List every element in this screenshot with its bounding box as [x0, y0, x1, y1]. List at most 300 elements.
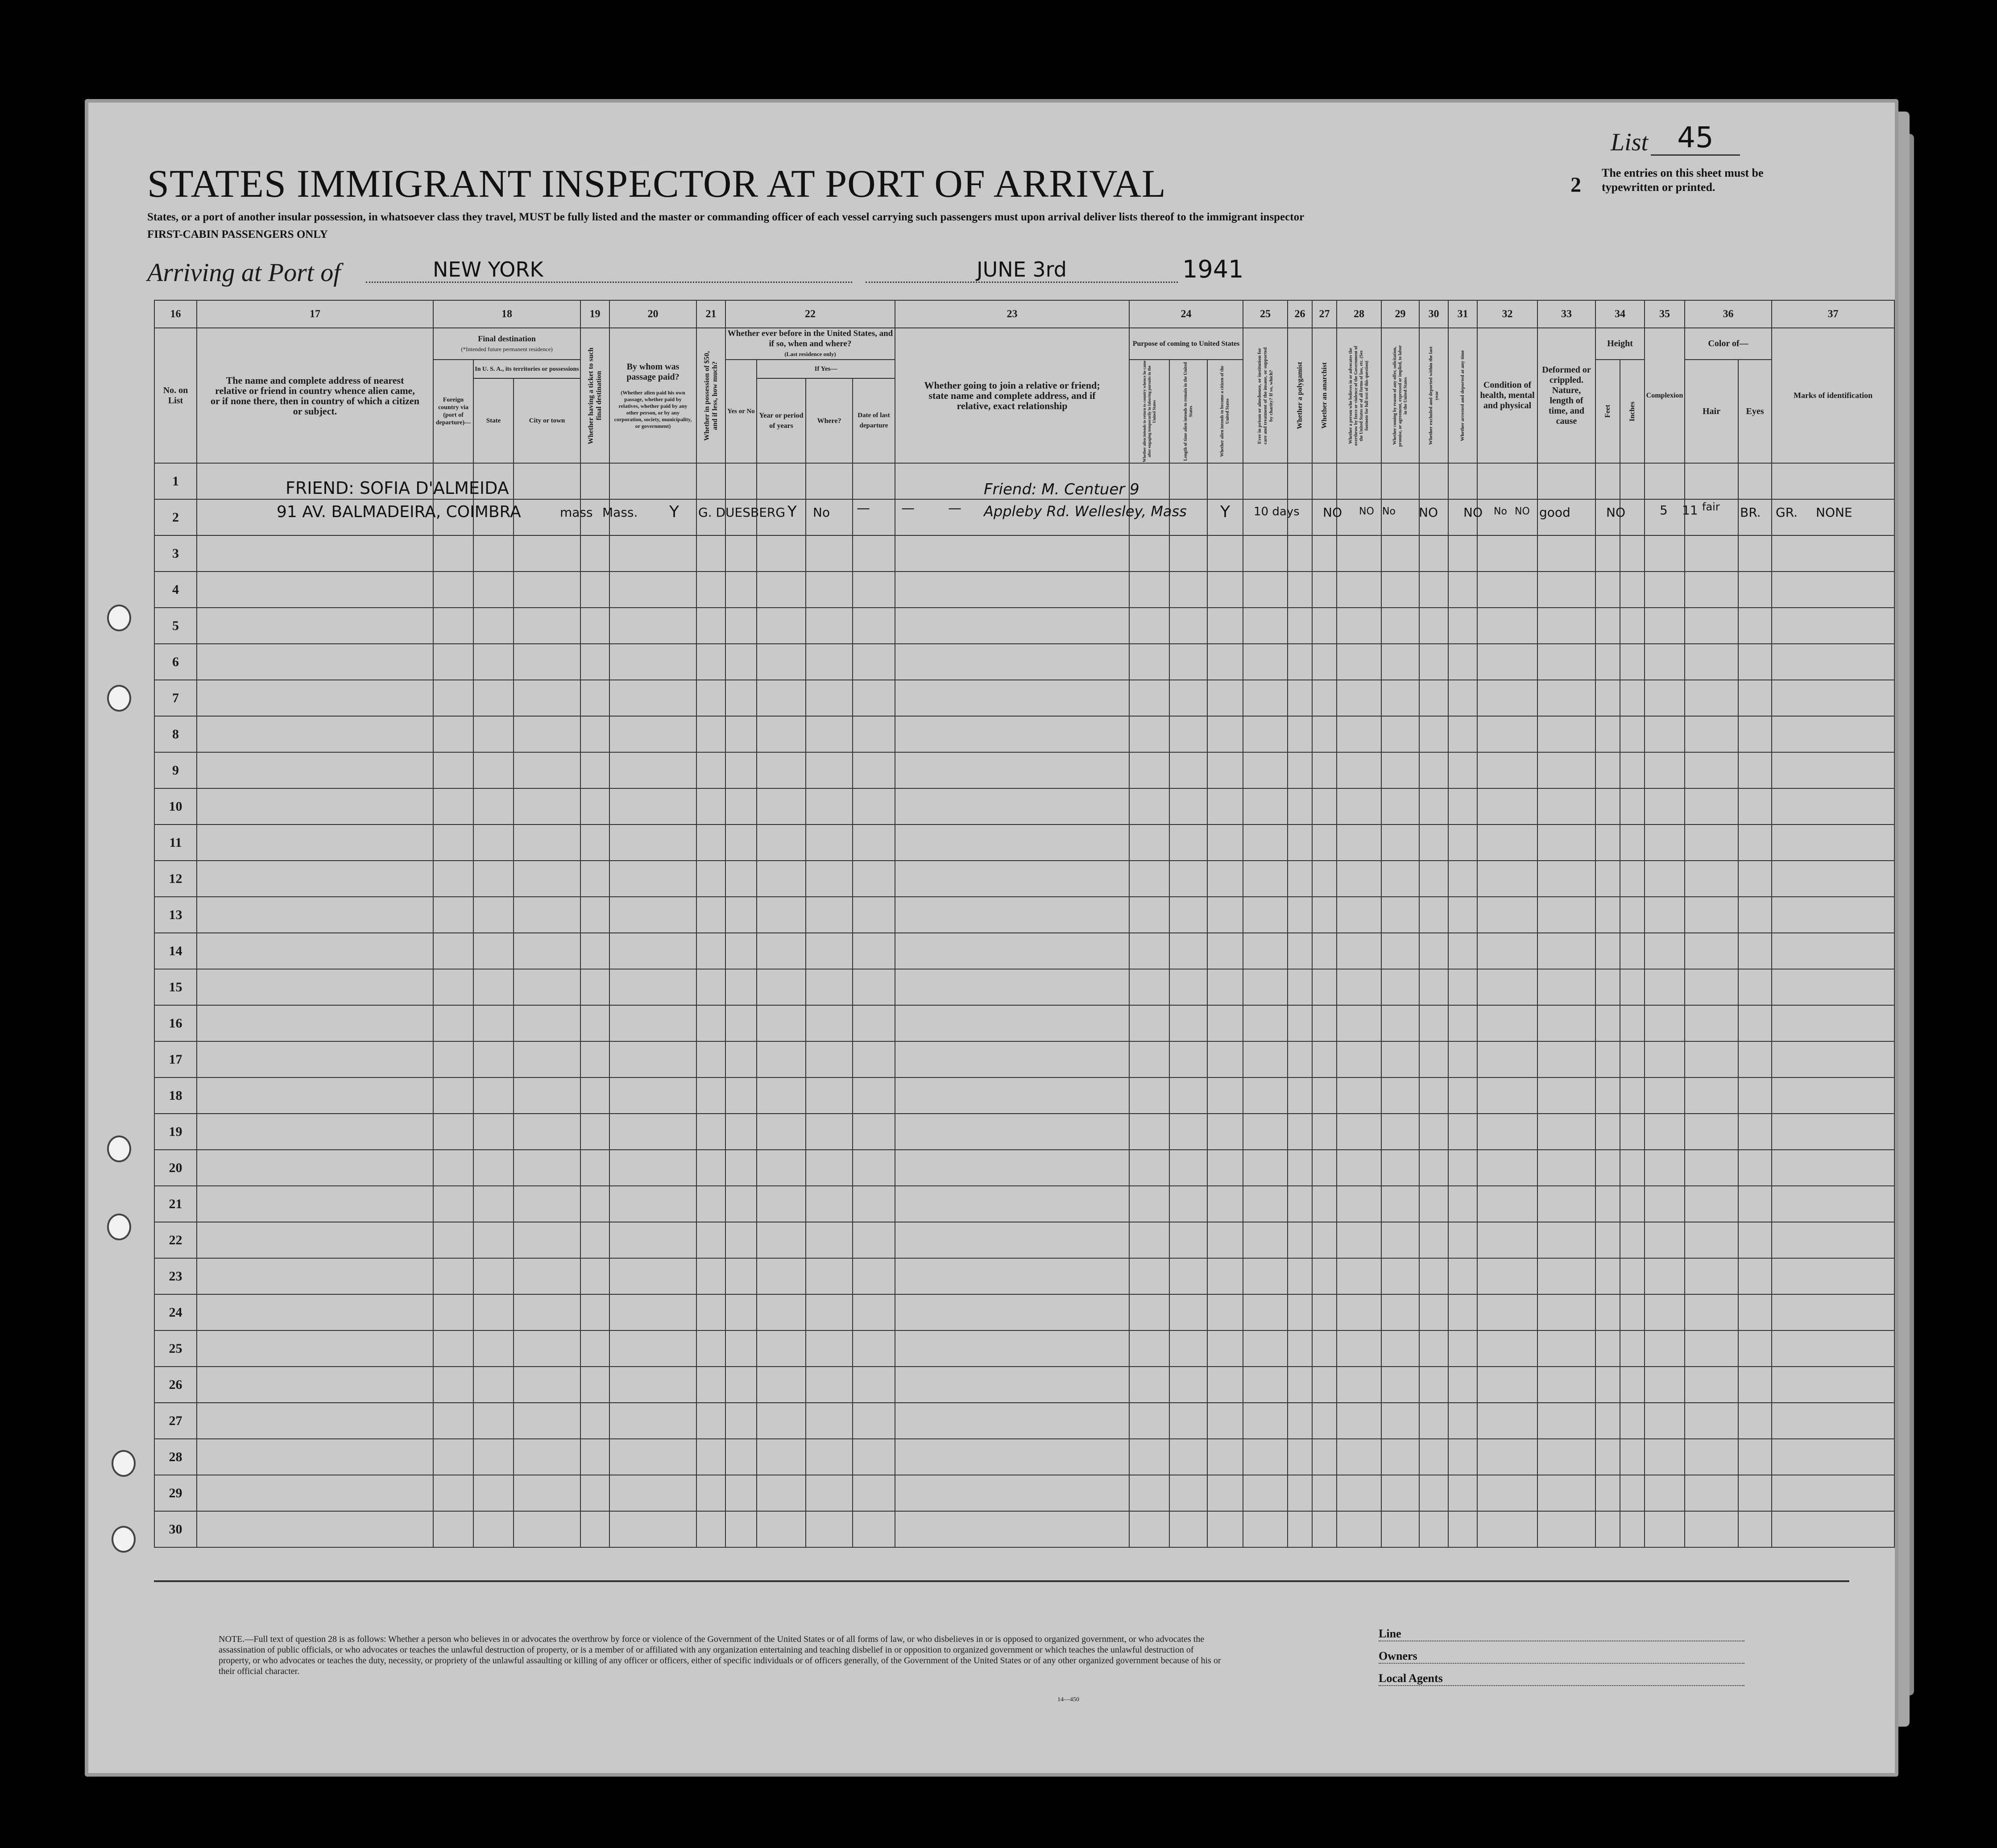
col-32-number: 32	[1477, 300, 1537, 328]
row-cell	[895, 933, 1129, 969]
row-cell	[197, 1150, 433, 1186]
row-cell	[696, 572, 725, 608]
row-cell	[1685, 572, 1738, 608]
row-number: 1	[154, 463, 197, 499]
row-cell	[1772, 716, 1894, 752]
row-cell	[1645, 969, 1685, 1005]
row-cell	[1243, 897, 1288, 933]
row-number: 7	[154, 680, 197, 716]
row-cell	[757, 933, 806, 969]
row-number: 26	[154, 1367, 197, 1403]
row-cell	[895, 572, 1129, 608]
row-cell	[609, 1041, 696, 1077]
sheet-number: 2	[1570, 173, 1581, 197]
entry-paid-by: G. DUESBERG	[698, 505, 786, 520]
table-row	[154, 1005, 1894, 1041]
row-cell	[1419, 1077, 1448, 1114]
row-number: 8	[154, 716, 197, 752]
row-cell	[1620, 644, 1645, 680]
table-row	[154, 1041, 1894, 1077]
row-cell	[1337, 1222, 1381, 1258]
row-cell	[514, 535, 580, 572]
row-cell	[895, 1403, 1129, 1439]
row-cell	[1129, 644, 1169, 680]
row-number: 13	[154, 897, 197, 933]
row-cell	[1595, 463, 1620, 499]
row-cell	[197, 716, 433, 752]
row-cell	[473, 1511, 514, 1547]
row-cell	[1772, 1367, 1894, 1403]
row-cell	[609, 1294, 696, 1330]
row-cell	[1645, 1258, 1685, 1294]
col-34-inches-header	[1620, 360, 1645, 463]
row-cell	[197, 1475, 433, 1511]
row-cell	[1595, 1114, 1620, 1150]
row-cell	[895, 680, 1129, 716]
col-28-number: 28	[1337, 300, 1381, 328]
col-17-header: The name and complete address of nearest relative or friend in country whence alien came, or if none there, then in country of which a citizen or subject.	[197, 328, 433, 463]
row-cell	[1685, 1439, 1738, 1475]
row-cell	[609, 608, 696, 644]
row-cell	[696, 1511, 725, 1547]
row-cell	[1337, 716, 1381, 752]
row-cell	[696, 1114, 725, 1150]
row-cell	[433, 644, 473, 680]
row-cell	[1448, 644, 1477, 680]
row-cell	[1381, 1114, 1419, 1150]
row-cell	[725, 1475, 757, 1511]
row-cell	[895, 861, 1129, 897]
row-number: 29	[154, 1475, 197, 1511]
row-cell	[1772, 752, 1894, 788]
row-cell	[1448, 572, 1477, 608]
row-cell	[514, 1367, 580, 1403]
row-cell	[1288, 1403, 1312, 1439]
row-cell	[580, 572, 609, 608]
row-cell	[433, 1330, 473, 1367]
row-cell	[1288, 680, 1312, 716]
row-cell	[1685, 716, 1738, 752]
row-cell	[580, 1222, 609, 1258]
row-cell	[1772, 535, 1894, 572]
row-cell	[1448, 1150, 1477, 1186]
row-cell	[1288, 861, 1312, 897]
row-cell	[1620, 1511, 1645, 1547]
row-cell	[1645, 897, 1685, 933]
row-cell	[1381, 1077, 1419, 1114]
col-30-number: 30	[1419, 300, 1448, 328]
row-cell	[1207, 861, 1243, 897]
row-cell	[757, 535, 806, 572]
row-cell	[1312, 608, 1337, 644]
row-cell	[514, 463, 580, 499]
row-cell	[197, 1222, 433, 1258]
row-cell	[696, 1041, 725, 1077]
row-cell	[1419, 861, 1448, 897]
row-cell	[725, 463, 757, 499]
row-cell	[1381, 1258, 1419, 1294]
col-18-usa: In U. S. A., its territories or possessions	[473, 360, 580, 378]
row-cell	[1477, 1511, 1537, 1547]
row-cell	[1448, 1258, 1477, 1294]
row-cell	[1207, 535, 1243, 572]
row-cell	[1477, 1222, 1537, 1258]
row-cell	[1620, 897, 1645, 933]
row-cell	[1685, 1403, 1738, 1439]
row-cell	[1772, 1439, 1894, 1475]
row-cell	[757, 1114, 806, 1150]
row-cell	[1645, 608, 1685, 644]
row-cell	[1381, 969, 1419, 1005]
row-cell	[1419, 535, 1448, 572]
row-cell	[1129, 1439, 1169, 1475]
row-cell	[853, 608, 895, 644]
row-cell	[1129, 1258, 1169, 1294]
row-cell	[1419, 1403, 1448, 1439]
row-cell	[1337, 1511, 1381, 1547]
row-cell	[197, 608, 433, 644]
row-cell	[580, 1439, 609, 1475]
row-number: 4	[154, 572, 197, 608]
row-cell	[609, 644, 696, 680]
row-cell	[1477, 535, 1537, 572]
row-cell	[1288, 1114, 1312, 1150]
col-29-header	[1381, 328, 1419, 463]
row-cell	[1288, 969, 1312, 1005]
row-cell	[853, 897, 895, 933]
row-cell	[895, 1005, 1129, 1041]
row-cell	[1620, 1222, 1645, 1258]
col-16-number: 16	[154, 300, 197, 328]
row-cell	[757, 680, 806, 716]
row-cell	[473, 1475, 514, 1511]
col-17-number: 17	[197, 300, 433, 328]
row-cell	[1685, 535, 1738, 572]
row-cell	[609, 1439, 696, 1475]
row-cell	[1169, 788, 1207, 825]
row-cell	[514, 1077, 580, 1114]
row-cell	[609, 788, 696, 825]
row-number: 12	[154, 861, 197, 897]
row-cell	[725, 535, 757, 572]
manifest-sheet	[85, 99, 1898, 1777]
row-cell	[580, 1077, 609, 1114]
row-cell	[1207, 1258, 1243, 1294]
row-cell	[1595, 644, 1620, 680]
col-26-label: Whether a polygamist	[1296, 362, 1304, 429]
row-cell	[895, 1367, 1129, 1403]
row-cell	[1448, 535, 1477, 572]
row-cell	[1129, 608, 1169, 644]
row-cell	[1685, 1114, 1738, 1150]
row-cell	[1595, 1330, 1620, 1367]
row-cell	[806, 1114, 853, 1150]
row-cell	[1381, 463, 1419, 499]
row-cell	[197, 933, 433, 969]
row-cell	[1738, 825, 1772, 861]
row-cell	[1207, 1439, 1243, 1475]
row-cell	[1620, 1114, 1645, 1150]
row-cell	[473, 1041, 514, 1077]
table-row	[154, 1222, 1894, 1258]
row-cell	[1381, 752, 1419, 788]
row-cell	[580, 825, 609, 861]
col-28-header	[1337, 328, 1381, 463]
row-number: 14	[154, 933, 197, 969]
row-cell	[1419, 1041, 1448, 1077]
row-cell	[725, 1077, 757, 1114]
row-cell	[1312, 1403, 1337, 1439]
row-cell	[1288, 608, 1312, 644]
binder-hole	[107, 1135, 131, 1162]
row-cell	[1169, 1511, 1207, 1547]
row-cell	[1129, 572, 1169, 608]
row-cell	[1537, 1511, 1595, 1547]
row-cell	[1169, 1005, 1207, 1041]
row-number: 30	[154, 1511, 197, 1547]
row-cell	[609, 1186, 696, 1222]
row-cell	[1738, 716, 1772, 752]
row-cell	[1337, 788, 1381, 825]
row-cell	[514, 933, 580, 969]
row-cell	[1537, 716, 1595, 752]
row-cell	[806, 1005, 853, 1041]
row-cell	[853, 1511, 895, 1547]
table-row	[154, 1258, 1894, 1294]
row-cell	[609, 897, 696, 933]
row-cell	[725, 572, 757, 608]
row-cell	[696, 716, 725, 752]
row-cell	[1772, 1005, 1894, 1041]
row-cell	[1169, 1367, 1207, 1403]
row-cell	[1645, 1186, 1685, 1222]
row-cell	[1772, 572, 1894, 608]
row-cell	[1772, 680, 1894, 716]
table-row	[154, 969, 1894, 1005]
row-cell	[580, 969, 609, 1005]
row-cell	[1595, 1475, 1620, 1511]
row-cell	[1620, 1258, 1645, 1294]
col-22-date: Date of last departure	[853, 378, 895, 463]
row-cell	[853, 1258, 895, 1294]
row-cell	[1243, 535, 1288, 572]
row-cell	[197, 1114, 433, 1150]
col-36-eyes-header: Eyes	[1738, 360, 1772, 463]
col-20-header	[609, 328, 696, 463]
col-22-number: 22	[725, 300, 895, 328]
row-cell	[757, 825, 806, 861]
row-cell	[1243, 1330, 1288, 1367]
row-cell	[1448, 1330, 1477, 1367]
row-cell	[514, 1041, 580, 1077]
row-cell	[1448, 1367, 1477, 1403]
row-cell	[1243, 1439, 1288, 1475]
row-cell	[1537, 1222, 1595, 1258]
row-cell	[1337, 463, 1381, 499]
row-cell	[473, 1186, 514, 1222]
entry-citizen: NO	[1323, 505, 1342, 520]
row-cell	[1419, 1367, 1448, 1403]
row-cell	[1207, 680, 1243, 716]
row-cell	[609, 1511, 696, 1547]
row-cell	[1448, 463, 1477, 499]
row-cell	[1645, 535, 1685, 572]
row-cell	[580, 788, 609, 825]
row-number: 28	[154, 1439, 197, 1475]
row-cell	[514, 1330, 580, 1367]
row-cell	[1595, 535, 1620, 572]
port-of-arrival: NEW YORK	[366, 257, 852, 283]
col-24a-label: Whether alien intends to return to country whence he came after engaging temporarily in laboring pursuits in the United States	[1142, 360, 1156, 462]
row-cell	[433, 1041, 473, 1077]
row-cell	[1537, 644, 1595, 680]
row-cell	[1169, 1439, 1207, 1475]
row-number: 24	[154, 1294, 197, 1330]
row-cell	[1288, 644, 1312, 680]
row-cell	[473, 788, 514, 825]
row-cell	[1620, 1330, 1645, 1367]
entry-state: mass	[560, 505, 593, 520]
row-cell	[473, 1403, 514, 1439]
row-cell	[1243, 825, 1288, 861]
row-cell	[757, 1222, 806, 1258]
row-cell	[1207, 788, 1243, 825]
row-cell	[757, 897, 806, 933]
row-cell	[473, 1150, 514, 1186]
row-cell	[1169, 752, 1207, 788]
row-cell	[580, 1511, 609, 1547]
row-cell	[1419, 1258, 1448, 1294]
col-21-header	[696, 328, 725, 463]
row-cell	[1337, 1294, 1381, 1330]
row-cell	[580, 716, 609, 752]
row-cell	[580, 1186, 609, 1222]
row-cell	[696, 463, 725, 499]
row-cell	[1595, 1186, 1620, 1222]
row-cell	[696, 825, 725, 861]
row-cell	[1595, 1077, 1620, 1114]
row-cell	[1772, 788, 1894, 825]
row-cell	[1243, 608, 1288, 644]
entry-arrested: NO	[1515, 506, 1530, 517]
col-24c-label: Whether alien intends to become a citizen of the United States	[1220, 365, 1230, 457]
binder-hole	[107, 685, 131, 712]
entry-deformed: NO	[1606, 505, 1625, 520]
row-cell	[1595, 680, 1620, 716]
row-number: 21	[154, 1186, 197, 1222]
row-cell	[1595, 608, 1620, 644]
row-cell	[433, 752, 473, 788]
row-cell	[580, 1475, 609, 1511]
row-cell	[806, 1150, 853, 1186]
row-cell	[1620, 752, 1645, 788]
row-cell	[514, 680, 580, 716]
row-cell	[1129, 1475, 1169, 1511]
row-cell	[1537, 897, 1595, 933]
row-cell	[1772, 608, 1894, 644]
row-cell	[1207, 1150, 1243, 1186]
row-cell	[1207, 1367, 1243, 1403]
row-cell	[1620, 1186, 1645, 1222]
row-cell	[1645, 1403, 1685, 1439]
row-cell	[1645, 1222, 1685, 1258]
row-cell	[853, 463, 895, 499]
page-title: STATES IMMIGRANT INSPECTOR AT PORT OF ARRIVAL	[147, 162, 1166, 206]
row-cell	[514, 861, 580, 897]
row-cell	[1337, 861, 1381, 897]
row-cell	[1419, 1475, 1448, 1511]
row-cell	[1595, 933, 1620, 969]
row-cell	[806, 1186, 853, 1222]
row-cell	[1207, 1330, 1243, 1367]
row-number: 25	[154, 1330, 197, 1367]
row-cell	[1337, 897, 1381, 933]
row-cell	[1620, 1475, 1645, 1511]
row-cell	[1312, 1330, 1337, 1367]
entry-relative-line1: FRIEND: SOFIA D'ALMEIDA	[286, 478, 509, 498]
col-18-state: State	[473, 378, 514, 463]
row-cell	[473, 861, 514, 897]
entry-ticket: Y	[669, 503, 679, 521]
row-cell	[1381, 1294, 1419, 1330]
col-37-number: 37	[1772, 300, 1894, 328]
row-cell	[1169, 825, 1207, 861]
row-cell	[580, 1114, 609, 1150]
row-cell	[1645, 716, 1685, 752]
row-cell	[1595, 788, 1620, 825]
row-cell	[1477, 1258, 1537, 1294]
row-cell	[757, 463, 806, 499]
row-number: 22	[154, 1222, 197, 1258]
row-cell	[1207, 1186, 1243, 1222]
row-cell	[1312, 897, 1337, 933]
table-row	[154, 535, 1894, 572]
row-cell	[806, 608, 853, 644]
row-cell	[725, 716, 757, 752]
row-cell	[433, 1475, 473, 1511]
row-cell	[1738, 1077, 1772, 1114]
row-cell	[1419, 1294, 1448, 1330]
row-cell	[609, 463, 696, 499]
row-cell	[725, 1222, 757, 1258]
row-cell	[1620, 969, 1645, 1005]
row-cell	[1685, 825, 1738, 861]
row-cell	[725, 861, 757, 897]
row-cell	[197, 644, 433, 680]
arrival-date: JUNE 3rd	[866, 257, 1178, 283]
row-cell	[1288, 1222, 1312, 1258]
row-cell	[696, 897, 725, 933]
row-cell	[473, 1222, 514, 1258]
row-cell	[757, 1150, 806, 1186]
row-cell	[853, 825, 895, 861]
row-cell	[1738, 1475, 1772, 1511]
row-cell	[1477, 969, 1537, 1005]
row-cell	[1288, 752, 1312, 788]
row-cell	[757, 1294, 806, 1330]
row-cell	[1645, 788, 1685, 825]
row-cell	[1595, 1294, 1620, 1330]
col-27-label: Whether an anarchist	[1320, 362, 1328, 429]
row-cell	[757, 788, 806, 825]
row-number: 2	[154, 499, 197, 535]
row-cell	[757, 969, 806, 1005]
row-cell	[1685, 861, 1738, 897]
row-cell	[806, 463, 853, 499]
row-cell	[473, 1294, 514, 1330]
row-cell	[696, 1403, 725, 1439]
row-cell	[1645, 644, 1685, 680]
